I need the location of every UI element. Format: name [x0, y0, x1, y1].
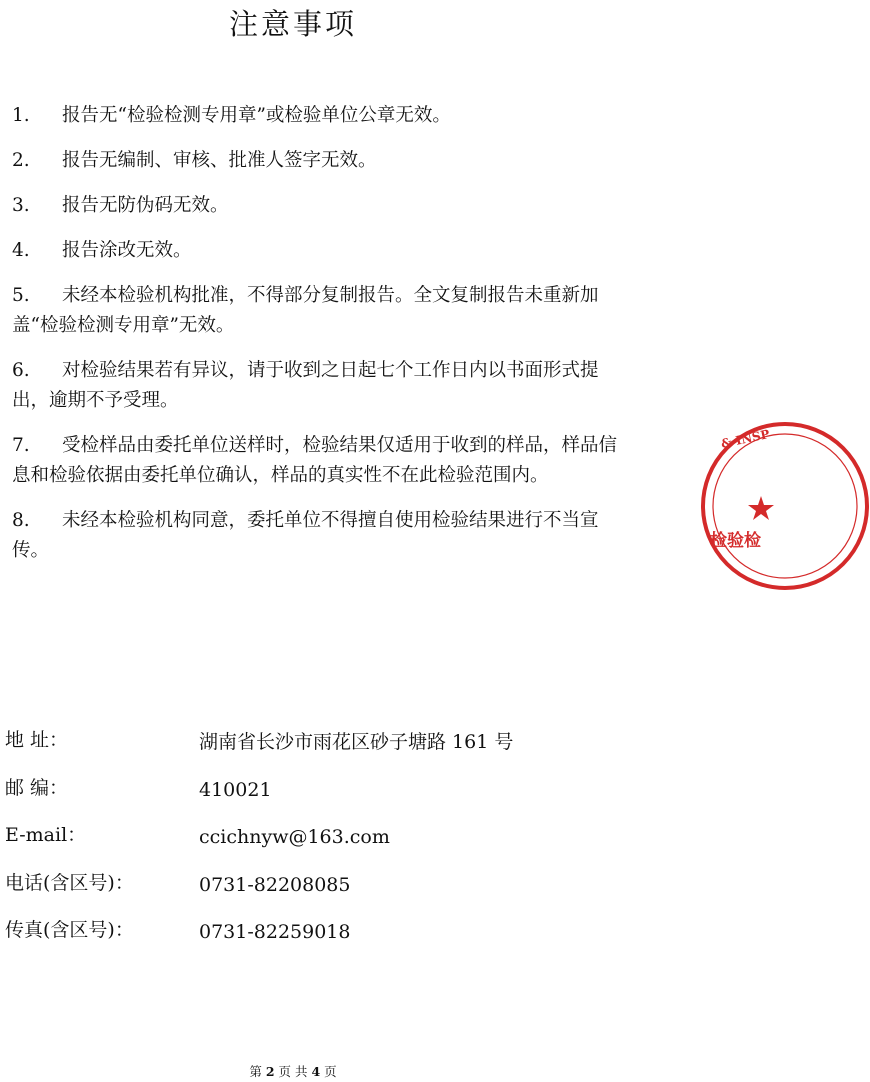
- notice-item: [12, 101, 628, 131]
- phone-label: 电话(含区号)：: [5, 871, 134, 894]
- star-icon: [748, 496, 774, 520]
- seal-side-text: 检验检: [710, 531, 761, 551]
- notice-number: 8.: [12, 510, 30, 531]
- total-pages-number: 4: [311, 1064, 321, 1079]
- footer-prefix: 第: [249, 1064, 262, 1079]
- page-title: 注意事项: [228, 7, 357, 41]
- notice-number: 4.: [12, 240, 30, 261]
- fax-value: 0731-82259018: [199, 921, 351, 944]
- footer-suffix: 页: [324, 1064, 337, 1079]
- notice-number: 3.: [12, 195, 30, 216]
- notice-text: 未经本检验机构批准，不得部分复制报告。全文复制报告未重新加盖“检验检测专用章”无效。: [12, 285, 599, 336]
- notice-number: 5.: [12, 285, 30, 306]
- notice-item: [12, 356, 628, 416]
- notice-item: [12, 506, 628, 566]
- notice-item: [12, 146, 628, 176]
- seal-top-text: & INSP: [719, 426, 771, 451]
- email-value: ccichnyw@163.com: [199, 826, 390, 849]
- footer-middle: 页 共: [278, 1064, 308, 1079]
- official-seal-stamp: [700, 421, 870, 591]
- address-label: 地 址：: [5, 729, 69, 751]
- notice-number: 2.: [12, 150, 30, 171]
- notice-text: 未经本检验机构同意，委托单位不得擅自使用检验结果进行不当宣传。: [12, 510, 599, 561]
- notice-item: [12, 236, 628, 266]
- notice-item: [12, 431, 628, 491]
- email-label: E-mail：: [5, 824, 87, 847]
- notice-text: 受检样品由委托单位送样时，检验结果仅适用于收到的样品，样品信息和检验依据由委托单位确认，样品的真实性不在此检验范围内。: [12, 435, 618, 486]
- notice-list: [12, 101, 628, 581]
- postcode-label: 邮 编：: [5, 776, 69, 799]
- current-page-number: 2: [265, 1064, 275, 1079]
- notice-text: 报告无编制、审核、批准人签字无效。: [62, 150, 377, 171]
- notice-text: 报告涂改无效。: [62, 240, 192, 261]
- address-value: 湖南省长沙市雨花区砂子塘路 161 号: [199, 731, 514, 753]
- notice-item: [12, 281, 628, 341]
- notice-text: 报告无防伪码无效。: [62, 195, 229, 216]
- notice-number: 1.: [12, 105, 30, 126]
- notice-text: 对检验结果若有异议，请于收到之日起七个工作日内以书面形式提出，逾期不予受理。: [12, 360, 599, 411]
- postcode-value: 410021: [199, 778, 272, 801]
- notice-number: 7.: [12, 435, 30, 456]
- notice-item: [12, 191, 628, 221]
- notice-text: 报告无“检验检测专用章”或检验单位公章无效。: [62, 105, 451, 126]
- notice-number: 6.: [12, 360, 30, 381]
- page-footer: [0, 1064, 586, 1080]
- phone-value: 0731-82208085: [199, 873, 351, 896]
- fax-label: 传真(含区号)：: [5, 919, 134, 942]
